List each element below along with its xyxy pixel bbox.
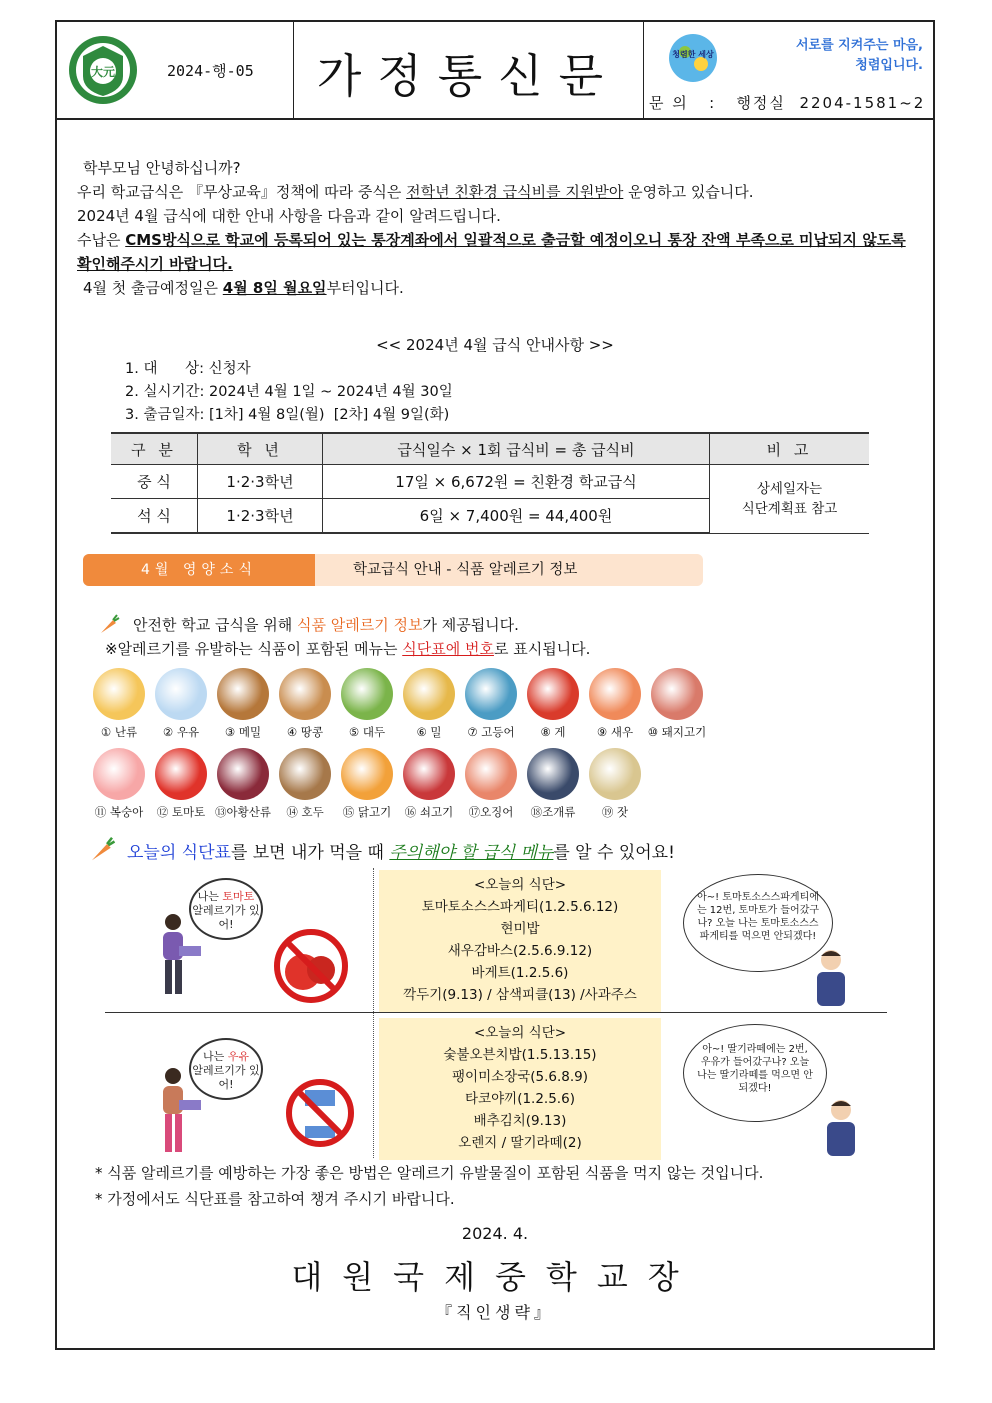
- allergen-food-icon: [155, 668, 207, 720]
- allergen-label: ⑰오징어: [468, 805, 514, 819]
- intro-line5: [77, 276, 917, 300]
- allergen-label: ⑱조개류: [530, 805, 576, 819]
- allergen-food-icon: [651, 668, 703, 720]
- nutrition-tag: 4월 영양소식: [83, 554, 315, 586]
- footer-note: * 가정에서도 식단표를 참고하여 챙겨 주시기 바랍니다.: [95, 1190, 455, 1208]
- section-divider: [105, 1012, 887, 1013]
- dotted-divider: [373, 868, 374, 1158]
- header-left-cell: [57, 22, 294, 118]
- allergen-item: [211, 748, 275, 820]
- col-header: 비 고: [710, 433, 870, 465]
- allergen-label: ③ 메밀: [224, 725, 262, 739]
- allergen-label: ⑧ 게: [540, 725, 566, 739]
- allergy-line2: [105, 638, 590, 659]
- allergen-food-icon: [465, 668, 517, 720]
- no-milk-icon: [283, 1076, 357, 1150]
- allergen-item: [335, 748, 399, 820]
- note-line1: 상세일자는: [756, 480, 823, 497]
- inquiry: [649, 92, 925, 113]
- allergen-item: [459, 748, 523, 820]
- allergen-food-icon: [93, 748, 145, 800]
- menu-heading: [127, 838, 675, 863]
- allergen-item: [397, 668, 461, 740]
- allergen-label: ⑨ 새우: [596, 725, 634, 739]
- bubble-text-a: 나는: [197, 890, 223, 903]
- seal-omitted: 『직인생략』: [436, 1303, 554, 1322]
- table-row: [111, 465, 869, 499]
- inquiry-sep: :: [709, 94, 717, 112]
- menu-item: 깍두기(9.13) / 삼색피클(13) /사과주스: [403, 987, 637, 1003]
- issue-date: 2024. 4.: [461, 1224, 529, 1243]
- allergen-item: [459, 668, 523, 740]
- intro-line2-underline: 전학년 친환경 급식비를 지원받아: [406, 183, 624, 201]
- allergy-line2-highlight: 식단표에 번호: [402, 640, 494, 658]
- allergy-line1-c: 가 제공됩니다.: [422, 616, 519, 634]
- allergen-label: ⑲ 잣: [601, 805, 629, 819]
- allergen-label: ⑦ 고등어: [467, 725, 515, 739]
- slogan-line2: 청렴입니다.: [855, 58, 923, 73]
- menu-item: 오렌지 / 딸기라떼(2): [458, 1135, 582, 1151]
- integrity-badge-icon: [667, 32, 719, 84]
- speech-bubble: 아~! 딸기라떼에는 2번, 우유가 들어갔구나? 오늘 나는 딸기라떼를 먹으면 안되겠다!: [683, 1024, 827, 1122]
- intro-line4-a: 수납은: [77, 231, 126, 249]
- inquiry-dept: 행정실: [736, 94, 786, 112]
- bubble-text-a: 나는: [202, 1050, 228, 1063]
- allergen-item: [335, 668, 399, 740]
- allergen-label: ⑯ 쇠고기: [404, 805, 454, 819]
- intro-line3: 2024년 4월 급식에 대한 안내 사항을 다음과 같이 알려드립니다.: [77, 207, 501, 225]
- allergen-item: [521, 668, 585, 740]
- allergen-food-icon: [527, 668, 579, 720]
- allergen-food-icon: [465, 748, 517, 800]
- allergen-item: [583, 748, 647, 820]
- header-right-cell: [643, 22, 933, 118]
- slogan: [763, 36, 923, 76]
- allergen-food-icon: [93, 668, 145, 720]
- bubble-text-c: 알레르기가 있어!: [192, 904, 260, 931]
- allergen-food-icon: [403, 668, 455, 720]
- bubble-allergen: 우유: [227, 1050, 249, 1063]
- cell-grade: 1·2·3학년: [198, 465, 323, 499]
- carrot-icon: [97, 612, 121, 636]
- menu-item: 바게트(1.2.5.6): [471, 965, 569, 981]
- allergen-label: ⑫ 토마토: [156, 805, 206, 819]
- notice-item: 1. 대 상: 신청자: [125, 361, 251, 377]
- intro-line4: [77, 228, 917, 276]
- allergen-label: ⑬아황산류: [215, 805, 271, 819]
- menu-heading-d: 를 알 수 있어요!: [553, 843, 675, 863]
- header: [57, 22, 933, 120]
- allergen-label: ⑩ 돼지고기: [647, 725, 707, 739]
- intro-line2-a: 우리 학교급식은 『무상교육』정책에 따라 중식은: [77, 183, 407, 201]
- speech-bubble: 아~! 토마토소스스파게티에는 12번, 토마토가 들어갔구나? 오늘 나는 토마토소스스파게티를 먹으면 안되겠다!: [683, 874, 833, 972]
- col-header: 구 분: [111, 433, 198, 465]
- notice-title: << 2024년 4월 급식 안내사항 >>: [376, 336, 614, 354]
- menu-item: 타코야끼(1.2.5.6): [465, 1091, 575, 1107]
- fee-table: [111, 432, 869, 534]
- allergen-item: [583, 668, 647, 740]
- intro-line2-b: 운영하고 있습니다.: [623, 183, 754, 201]
- menu-item: 새우감바스(2.5.6.9.12): [447, 943, 593, 959]
- allergen-label: ⑭ 호두: [286, 805, 324, 819]
- menu-heading-highlight: 주의해야 할 급식 메뉴: [389, 843, 554, 863]
- allergen-label: ⑪ 복숭아: [94, 805, 144, 819]
- student-figure-icon: [145, 912, 205, 998]
- allergen-food-icon: [217, 668, 269, 720]
- doc-number: 2024-행-05: [167, 62, 254, 80]
- greeting: 학부모님 안녕하십니까?: [83, 159, 241, 177]
- allergen-food-icon: [589, 748, 641, 800]
- fee-table-header: [111, 433, 869, 465]
- allergen-item: [87, 748, 151, 820]
- bubble-text-c: 알레르기가 있어!: [192, 1064, 260, 1091]
- notice-item: 3. 출금일자: [1차] 4월 8일(월) [2차] 4월 9일(화): [125, 407, 450, 423]
- student-figure-icon: [145, 1066, 205, 1156]
- school-emblem-icon: [67, 34, 139, 106]
- page-title: 가정통신문: [316, 49, 620, 103]
- header-title-cell: [293, 22, 644, 118]
- allergen-food-icon: [403, 748, 455, 800]
- allergen-food-icon: [279, 748, 331, 800]
- allergen-item: [397, 748, 461, 820]
- nutrition-subtitle: 학교급식 안내 - 식품 알레르기 정보: [353, 562, 578, 578]
- allergen-label: ② 우유: [162, 725, 200, 739]
- note-line2: 식단계획표 참고: [741, 500, 838, 517]
- allergen-food-icon: [341, 668, 393, 720]
- nutrition-bar: [83, 554, 703, 586]
- menu-heading-b: 를 보면 내가 먹을 때: [230, 843, 390, 863]
- allergen-label: ⑮ 닭고기: [342, 805, 392, 819]
- allergen-item: [149, 668, 213, 740]
- allergen-item: [521, 748, 585, 820]
- allergen-label: ④ 땅콩: [286, 725, 324, 739]
- allergen-food-icon: [589, 668, 641, 720]
- menu-title: <오늘의 식단>: [473, 877, 567, 893]
- inquiry-label: 문 의: [649, 94, 689, 112]
- menu-title: <오늘의 식단>: [473, 1025, 567, 1041]
- no-tomato-icon: [271, 926, 351, 1006]
- menu-item: 배추김치(9.13): [473, 1113, 567, 1129]
- cell-formula: 6일 × 7,400원 = 44,400원: [323, 499, 710, 534]
- intro-line5-date: 4월 8일 월요일: [222, 279, 327, 297]
- allergen-food-icon: [217, 748, 269, 800]
- cell-type: 석 식: [111, 499, 198, 534]
- menu-item: 팽이미소장국(5.6.8.9): [451, 1069, 588, 1085]
- slogan-line1: 서로를 지켜주는 마음,: [795, 38, 923, 53]
- allergen-label: ⑥ 밀: [416, 725, 442, 739]
- menu-box-1: [379, 870, 661, 1012]
- allergen-food-icon: [155, 748, 207, 800]
- menu-item: 현미밥: [500, 921, 540, 937]
- allergen-food-icon: [527, 748, 579, 800]
- allergy-line1-a: 안전한 학교 급식을 위해: [133, 616, 297, 634]
- cell-note: [710, 465, 870, 534]
- allergen-item: [211, 668, 275, 740]
- allergen-food-icon: [279, 668, 331, 720]
- allergen-label: ① 난류: [100, 725, 138, 739]
- inquiry-phone: 2204-1581~2: [799, 94, 926, 112]
- cell-grade: 1·2·3학년: [198, 499, 323, 534]
- intro-line4-bold: CMS방식으로 학교에 등록되어 있는 통장계좌에서 일괄적으로 출금할 예정이오니 통장 잔액 부족으로 미납되지 않도록 확인해주시기 바랍니다.: [77, 231, 906, 273]
- allergen-food-icon: [341, 748, 393, 800]
- allergen-item: [273, 668, 337, 740]
- student-figure-icon: [811, 1096, 871, 1160]
- allergen-item: [87, 668, 151, 740]
- allergy-line1: [133, 614, 519, 635]
- allergy-line1-highlight: 식품 알레르기 정보: [296, 616, 423, 634]
- allergen-label: ⑤ 대두: [348, 725, 386, 739]
- student-figure-icon: [801, 946, 861, 1010]
- menu-item: 토마토소스스파게티(1.2.5.6.12): [421, 899, 619, 915]
- menu-heading-a: 오늘의 식단표: [127, 843, 231, 863]
- intro-line2: [77, 180, 917, 204]
- notice-item: 2. 실시기간: 2024년 4월 1일 ~ 2024년 4월 30일: [125, 384, 453, 400]
- allergen-item: [273, 748, 337, 820]
- intro-text: [77, 156, 917, 300]
- footer-note: * 식품 알레르기를 예방하는 가장 좋은 방법은 알레르기 유발물질이 포함된 식품을 먹지 않는 것입니다.: [95, 1164, 764, 1182]
- carrot-icon: [87, 834, 117, 864]
- badge-text: 청렴한 세상: [672, 50, 714, 59]
- intro-line5-c: 부터입니다.: [326, 279, 404, 297]
- allergy-line2-a: ※알레르기를 유발하는 식품이 포함된 메뉴는: [105, 640, 403, 658]
- col-header: 급식일수 × 1회 급식비 = 총 급식비: [323, 433, 710, 465]
- cell-type: 중 식: [111, 465, 198, 499]
- allergen-item: [645, 668, 709, 740]
- cell-formula: 17일 × 6,672원 = 친환경 학교급식: [323, 465, 710, 499]
- col-header: 학 년: [198, 433, 323, 465]
- school-emblem-text: 大元: [90, 65, 116, 79]
- menu-box-2: [379, 1018, 661, 1160]
- allergy-line2-c: 로 표시됩니다.: [493, 640, 591, 658]
- allergen-item: [149, 748, 213, 820]
- bubble-allergen: 토마토: [222, 890, 255, 903]
- intro-line5-a: 4월 첫 출금예정일은: [83, 279, 223, 297]
- notice-list: [125, 358, 453, 427]
- footer-notes: [95, 1160, 763, 1212]
- menu-item: 숯불오븐치밥(1.5.13.15): [443, 1047, 597, 1063]
- document-page: [55, 20, 935, 1350]
- principal-name: 대원국제중학교장: [291, 1258, 699, 1296]
